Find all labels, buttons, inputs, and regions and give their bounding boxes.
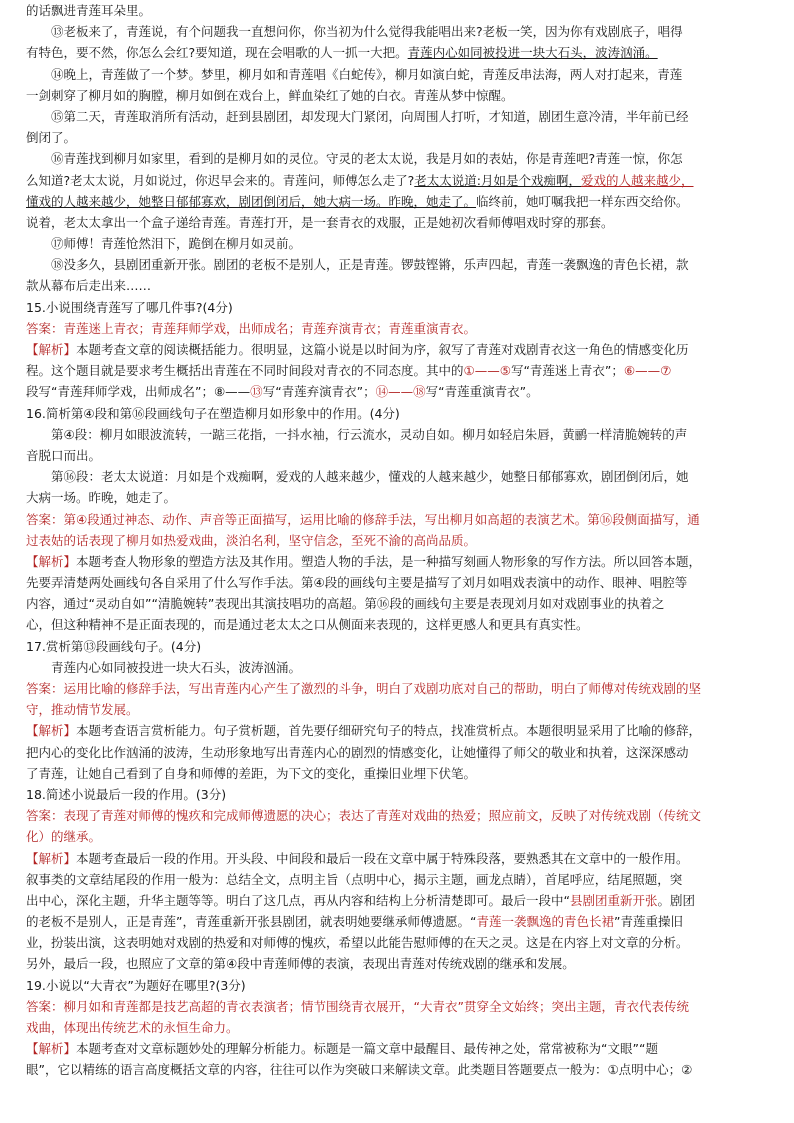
underlined-text: 老太太说道:月如是个戏痴啊， bbox=[414, 172, 581, 188]
text-segment: 先要弄清楚两处画线句各自采用了什么写作手法。第④段的画线句主要是描写了刘月如唱戏表演中的动作、眼神、唱腔等 bbox=[26, 575, 688, 591]
text-line bbox=[26, 339, 768, 360]
highlighted-text: 答案：运用比喻的修辞手法，写出青莲内心产生了激烈的斗争，明白了戏剧功底对自己的帮助，明白了师傅对传统戏剧的坚 bbox=[26, 681, 702, 696]
highlighted-text: ⑬ bbox=[250, 384, 263, 400]
text-segment: ⑰师傅！青莲怆然泪下，跪倒在柳月如灵前。 bbox=[51, 236, 302, 252]
highlighted-text: 化）的继承。 bbox=[26, 829, 102, 845]
text-segment: ”青莲重操旧 bbox=[613, 914, 683, 930]
text-segment: 15.小说围绕青莲写了哪几件事?(4分) bbox=[26, 299, 233, 315]
text-segment: 另外，最后一段，也照应了文章的第④段中青莲师傅的表演，表现出青莲对传统戏剧的继承和发展。 bbox=[26, 956, 575, 972]
highlighted-text: 守，推动情节发展。 bbox=[26, 702, 139, 718]
text-line bbox=[26, 763, 768, 784]
text-line bbox=[26, 805, 768, 826]
text-line bbox=[26, 720, 768, 741]
text-line bbox=[26, 127, 768, 148]
text-segment: 本题考查对文章标题妙处的理解分析能力。标题是一篇文章中最醒目、最传神之处，常常被称为“文眼”“题 bbox=[76, 1041, 658, 1057]
text-line bbox=[26, 85, 768, 106]
text-line bbox=[26, 593, 768, 614]
text-segment: 19.小说以“大青衣”为题好在哪里?(3分) bbox=[26, 977, 246, 993]
highlighted-text: 青莲一袭飘逸的青色长裙 bbox=[476, 914, 614, 930]
text-line bbox=[26, 212, 768, 233]
highlighted-text: 【解析】 bbox=[26, 1041, 77, 1057]
text-line bbox=[26, 932, 768, 953]
highlighted-text: ①——⑤ bbox=[463, 363, 511, 379]
text-line bbox=[26, 848, 768, 869]
text-segment: 临终前，她叮嘱我把一样东西交给你。 bbox=[476, 193, 689, 209]
text-segment: ⑬老板来了，青莲说，有个问题我一直想问你，你当初为什么觉得我能唱出来?老板一笑，因为你有戏剧底子，唱得 bbox=[51, 24, 683, 40]
highlighted-text: 【解析】 bbox=[26, 342, 77, 357]
highlighted-text: 贯穿全文始终；突出主题，青衣代表传统 bbox=[463, 998, 689, 1014]
text-segment: 程。这个题目就是要求考生概括出青莲在不同时间段对青衣的不同态度。其中的 bbox=[26, 363, 464, 379]
text-line bbox=[26, 0, 768, 21]
text-line bbox=[26, 148, 768, 169]
text-segment: 的话飘进青莲耳朵里。 bbox=[26, 3, 152, 18]
highlighted-text: ⑥——⑦ bbox=[623, 363, 672, 379]
text-line bbox=[26, 445, 768, 466]
text-segment: 出中心，深化主题，升华主题等等。明白了这几点，再从内容和结构上分析清楚即可。最后一段中“ bbox=[26, 892, 570, 908]
text-line bbox=[26, 953, 768, 974]
text-segment: 说着，老太太拿出一个盒子递给青莲。青莲打开，是一套青衣的戏服，正是她初次看师傅唱戏时穿的那套。 bbox=[26, 214, 614, 230]
text-line bbox=[26, 678, 768, 699]
text-segment: ⑱没多久，县剧团重新开张。剧团的老板不是别人，正是青莲。锣鼓铿锵，乐声四起，青莲一袭飘逸的青色长裙，款 bbox=[51, 257, 689, 273]
text-line bbox=[26, 1017, 768, 1038]
text-segment: 16.简析第④段和第⑯段画线句子在塑造柳月如形象中的作用。(4分) bbox=[26, 405, 400, 421]
text-line bbox=[26, 614, 768, 635]
text-line bbox=[26, 742, 768, 763]
text-segment: 本题考查语言赏析能力。句子赏析题，首先要仔细研究句子的特点，找准赏析点。本题很明显采用了比喻的修辞， bbox=[76, 723, 702, 739]
text-segment: 写“青莲弃演青衣”； bbox=[262, 384, 376, 400]
text-line bbox=[26, 784, 768, 805]
highlighted-text: 过表姑的话表现了柳月如热爱戏曲，淡泊名利，坚守信念，至死不渝的高尚品质。 bbox=[26, 532, 477, 548]
text-segment: 把内心的变化比作汹涌的波涛，生动形象地写出青莲内心的剧烈的情感变化，让她懂得了师父的敬业和执着，这深深感动 bbox=[26, 744, 689, 760]
text-line bbox=[26, 551, 768, 572]
text-line bbox=[26, 890, 768, 911]
text-line bbox=[26, 233, 768, 254]
text-line bbox=[26, 975, 768, 996]
highlighted-text: 【解析】 bbox=[26, 850, 77, 866]
highlighted-text: 县剧团重新开张 bbox=[569, 892, 658, 908]
text-line bbox=[26, 487, 768, 508]
text-line bbox=[26, 699, 768, 720]
text-line bbox=[26, 64, 768, 85]
underlined-text: 青莲内心如同被投进一块大石头，波涛汹涌。 bbox=[407, 45, 658, 61]
text-segment: 有特色，要不然，你怎么会红?要知道，现在会唱歌的人一抓一大把。 bbox=[26, 45, 408, 61]
text-segment: 心，但这种精神不是正面表现的，而是通过老太太之口从侧面来表现的，这样更感人和更具有真实性。 bbox=[26, 617, 589, 633]
highlighted-text: 【解析】 bbox=[26, 553, 77, 569]
text-line bbox=[26, 826, 768, 847]
text-segment: 本题考查最后一段的作用。开头段、中间段和最后一段在文章中属于特殊段落，要熟悉其在文章中的一般作用。 bbox=[76, 850, 689, 866]
underlined-text: 爱戏的人越来越少， bbox=[581, 172, 694, 188]
text-segment: 第④段：柳月如眼波流转，一踮三花指，一抖水袖，行云流水，灵动自如。柳月如轻启朱唇，黄鹂一样清脆婉转的声 bbox=[51, 426, 688, 442]
text-line bbox=[26, 21, 768, 42]
text-line bbox=[26, 509, 768, 530]
text-line bbox=[26, 381, 768, 402]
text-segment: 叙事类的文章结尾段的作用一般为：总结全文，点明主旨（点明中心，揭示主题，画龙点睛），首尾呼应，结尾照题，突 bbox=[26, 871, 683, 887]
text-line bbox=[26, 572, 768, 593]
text-line bbox=[26, 254, 768, 275]
text-segment: 倒闭了。 bbox=[26, 130, 77, 146]
text-segment: 眼”，它以精练的语言高度概括文章的内容，往往可以作为突破口来解读文章。此类题目答题要点一般为：①点明中心；② bbox=[26, 1062, 693, 1078]
text-line bbox=[26, 424, 768, 445]
text-line bbox=[26, 275, 768, 296]
highlighted-text: 答案：表现了青莲对师傅的愧疚和完成师傅遗愿的决心；表达了青莲对戏曲的热爱；照应前文，反映了对传统戏剧（传统文 bbox=[26, 808, 702, 824]
text-segment: 一剑刺穿了柳月如的胸膛，柳月如倒在戏台上，鲜血染红了她的白衣。青莲从梦中惊醒。 bbox=[26, 87, 514, 103]
text-line bbox=[26, 297, 768, 318]
highlighted-text: ⑭——⑱ bbox=[375, 384, 426, 400]
text-segment: 了青莲，让她自己看到了自身和师傅的差距，为下文的变化，重操旧业埋下伏笔。 bbox=[26, 765, 477, 781]
text-segment: 本题考查人物形象的塑造方法及其作用。塑造人物的手法，是一种描写刻画人物形象的写作方法。所以回答本题， bbox=[76, 553, 702, 569]
text-line bbox=[26, 1059, 768, 1080]
highlighted-text: 答案：柳月如和青莲都是技艺高超的青衣表演者；情节围绕青衣展开， bbox=[26, 998, 414, 1014]
text-segment: 的老板不是别人，正是青莲”，青莲重新开张县剧团，就表明她要继承师傅遗愿。“ bbox=[26, 914, 477, 930]
text-line bbox=[26, 636, 768, 657]
text-segment: 18.简述小说最后一段的作用。(3分) bbox=[26, 786, 227, 802]
text-line bbox=[26, 403, 768, 424]
highlighted-text: 答案：青莲迷上青衣；青莲拜师学戏，出师成名；青莲弃演青衣；青莲重演青衣。 bbox=[26, 320, 477, 336]
text-line bbox=[26, 191, 768, 212]
underlined-text: 懂戏的人越来越少，她整日郁郁寡欢，剧团倒闭后，她大病一场。昨晚，她走了。 bbox=[26, 193, 477, 209]
text-line bbox=[26, 170, 768, 191]
text-line bbox=[26, 530, 768, 551]
text-segment: 内容，通过“灵动自如”“清脆婉转”表现出其演技唱功的高超。第⑯段的画线句主要是表现刘月如对戏剧事业的执着之 bbox=[26, 596, 665, 612]
text-segment: 写“青莲重演青衣”。 bbox=[425, 384, 539, 400]
text-line bbox=[26, 911, 768, 932]
text-segment: 大病一场。昨晚，她走了。 bbox=[26, 490, 177, 506]
document-page bbox=[26, 0, 768, 1081]
highlighted-text: “大青衣” bbox=[413, 998, 464, 1014]
text-line bbox=[26, 42, 768, 63]
text-segment: ⑮第二天，青莲取消所有活动，赶到县剧团，却发现大门紧闭，向周围人打听，才知道，剧团生意冷清，半年前已经 bbox=[51, 108, 689, 124]
text-line bbox=[26, 318, 768, 339]
text-line bbox=[26, 996, 768, 1017]
text-segment: 么知道?老太太说，月如说过，你迟早会来的。青莲问，师傅怎么走了? bbox=[26, 172, 415, 188]
highlighted-text: 【解析】 bbox=[26, 723, 77, 739]
highlighted-text: 戏曲，体现出传统艺术的永恒生命力。 bbox=[26, 1020, 239, 1035]
text-segment: ⑯青莲找到柳月如家里，看到的是柳月如的灵位。守灵的老太太说，我是月如的表姑，你是青莲吧?青莲一惊，你怎 bbox=[51, 151, 683, 167]
text-segment: 17.赏析第⑬段画线句子。(4分) bbox=[26, 638, 202, 654]
highlighted-text: 答案：第④段通过神态、动作、声音等正面描写，运用比喻的修辞手法，写出柳月如高超的表演艺术。第⑯段侧面描写，通 bbox=[26, 511, 700, 527]
text-line bbox=[26, 106, 768, 127]
text-segment: 业，扮装出演，这表明她对戏剧的热爱和对师傅的愧疚，希望以此能告慰师傅的在天之灵。这是在内容上对文章的分析。 bbox=[26, 935, 689, 951]
text-segment: 第⑯段：老太太说道：月如是个戏痴啊，爱戏的人越来越少，懂戏的人越来越少，她整日郁郁寡欢，剧团倒闭后，她 bbox=[51, 469, 689, 485]
text-segment: 青莲内心如同被投进一块大石头，波涛汹涌。 bbox=[51, 659, 302, 675]
text-segment: 款从幕布后走出来…… bbox=[26, 278, 152, 294]
text-line bbox=[26, 1038, 768, 1059]
text-line bbox=[26, 360, 768, 381]
text-segment: 本题考查文章的阅读概括能力。很明显，这篇小说是以时间为序，叙写了青莲对戏剧青衣这一角色的情感变化历 bbox=[76, 342, 689, 357]
text-line bbox=[26, 869, 768, 890]
text-line bbox=[26, 466, 768, 487]
text-segment: 。剧团 bbox=[657, 892, 696, 908]
text-segment: 音脱口而出。 bbox=[26, 447, 102, 463]
text-segment: 写“青莲迷上青衣”； bbox=[510, 363, 624, 379]
text-segment: 段写“青莲拜师学戏，出师成名”；⑧—— bbox=[26, 384, 251, 400]
text-line bbox=[26, 657, 768, 678]
text-segment: ⑭晚上，青莲做了一个梦。梦里，柳月如和青莲唱《白蛇传》，柳月如演白蛇，青莲反串法海，两人对打起来，青莲 bbox=[51, 66, 683, 82]
